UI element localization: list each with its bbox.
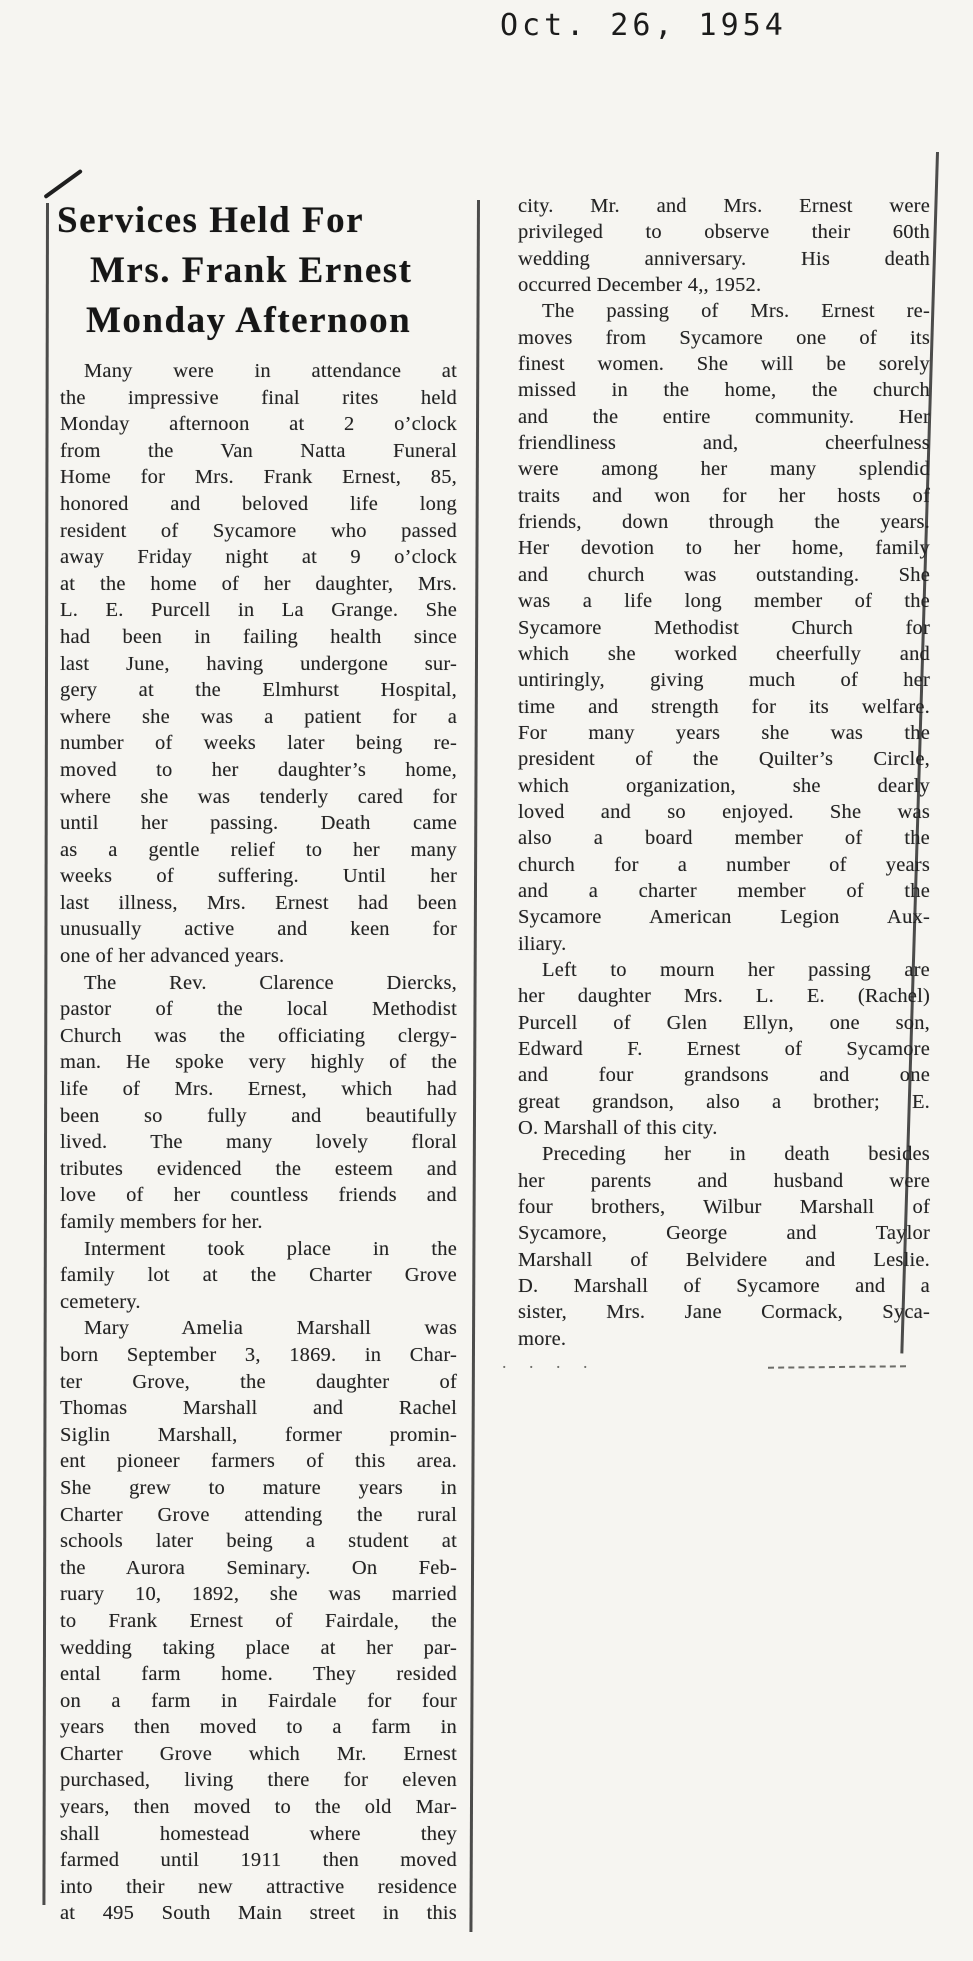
text-line: missed in the home, the church	[518, 379, 930, 402]
paragraph	[518, 298, 930, 957]
page-date: Oct. 26, 1954	[500, 8, 787, 43]
text-line: wedding taking place at her par-	[60, 1636, 457, 1659]
text-line: L. E. Purcell in La Grange. She	[60, 599, 457, 622]
text-line: and four grandsons and one	[518, 1064, 930, 1087]
text-line: until her passing. Death came	[60, 812, 457, 835]
text-line: and church was outstanding. She	[518, 563, 930, 586]
text-line: away Friday night at 9 o’clock	[60, 546, 457, 569]
text-line: Sycamore American Legion Aux-	[518, 906, 930, 929]
text-line: gery at the Elmhurst Hospital,	[60, 679, 457, 702]
text-line: Home for Mrs. Frank Ernest, 85,	[60, 466, 457, 489]
text-line: tributes evidenced the esteem and	[60, 1157, 457, 1180]
paragraph	[518, 957, 930, 1141]
article-headline	[57, 196, 467, 346]
text-line: Siglin Marshall, former promin-	[60, 1423, 457, 1446]
text-line: Marshall of Belvidere and Leslie.	[518, 1248, 930, 1271]
text-line: great grandson, also a brother; E.	[518, 1090, 930, 1113]
text-line: her daughter Mrs. L. E. (Rachel)	[518, 985, 930, 1008]
text-line: city. Mr. and Mrs. Ernest were	[518, 195, 930, 217]
pen-slash-mark	[43, 169, 82, 199]
text-line: which she worked cheerfully and	[518, 642, 930, 665]
text-line: finest women. She will be sorely	[518, 353, 930, 376]
scan-end-marks: . . . .	[502, 1352, 597, 1372]
text-line: four brothers, Wilbur Marshall of	[518, 1196, 930, 1219]
paragraph	[60, 358, 457, 970]
text-line: The passing of Mrs. Ernest re-	[542, 300, 930, 323]
text-line: life of Mrs. Ernest, which had	[60, 1078, 457, 1101]
text-line: sister, Mrs. Jane Cormack, Syca-	[518, 1301, 930, 1324]
column-divider-rule	[469, 200, 479, 1932]
text-line: Church was the officiating clergy-	[60, 1024, 457, 1047]
text-line: as a gentle relief to her many	[60, 838, 457, 861]
text-line: iliary.	[518, 932, 567, 955]
text-line: privileged to observe their 60th	[518, 221, 930, 244]
text-line: occurred December 4,, 1952.	[518, 274, 762, 297]
text-line: shall homestead where they	[60, 1822, 457, 1845]
paragraph	[60, 970, 457, 1236]
paragraph	[60, 1315, 457, 1927]
text-line: church for a number of years	[518, 853, 930, 876]
text-line: farmed until 1911 then moved	[60, 1849, 457, 1872]
text-line: last illness, Mrs. Ernest had been	[60, 891, 457, 914]
text-line: Sycamore Methodist Church for	[518, 616, 930, 639]
text-line: been so fully and beautifully	[60, 1104, 457, 1127]
text-line: purchased, living there for eleven	[60, 1769, 457, 1792]
text-line: She grew to mature years in	[60, 1476, 457, 1499]
text-line: and a charter member of the	[518, 879, 930, 902]
text-line: at 495 South Main street in this	[60, 1902, 457, 1925]
headline-line-2: Mrs. Frank Ernest	[90, 250, 413, 291]
text-line: more.	[518, 1327, 567, 1350]
text-line: from the Van Natta Funeral	[60, 439, 457, 462]
text-line: to Frank Ernest of Fairdale, the	[60, 1609, 457, 1632]
left-edge-rule	[42, 203, 48, 1905]
text-line: For many years she was the	[518, 721, 930, 744]
text-line: wedding anniversary. His death	[518, 247, 930, 270]
text-line: D. Marshall of Sycamore and a	[518, 1275, 930, 1298]
text-line: had been in failing health since	[60, 625, 457, 648]
text-line: which organization, she dearly	[518, 774, 930, 797]
text-line: unusually active and keen for	[60, 918, 457, 941]
text-line: one of her advanced years.	[60, 945, 285, 968]
text-line: The Rev. Clarence Diercks,	[84, 971, 457, 994]
text-line: traits and won for her hosts of	[518, 484, 930, 507]
text-line: her parents and husband were	[518, 1169, 930, 1192]
text-line: pastor of the local Methodist	[60, 998, 457, 1021]
text-line: born September 3, 1869. in Char-	[60, 1343, 457, 1366]
text-line: last June, having undergone sur-	[60, 652, 457, 675]
text-line: Interment took place in the	[84, 1237, 457, 1260]
text-line: ent pioneer farmers of this area.	[60, 1450, 457, 1473]
text-line: also a board member of the	[518, 827, 930, 850]
text-line: on a farm in Fairdale for four	[60, 1689, 457, 1712]
headline-line-3: Monday Afternoon	[86, 300, 412, 341]
text-line: moves from Sycamore one of its	[518, 326, 930, 349]
text-line: president of the Quilter’s Circle,	[518, 748, 930, 771]
text-line: and the entire community. Her	[518, 405, 930, 428]
text-line: weeks of suffering. Until her	[60, 865, 457, 888]
text-line: Thomas Marshall and Rachel	[60, 1397, 457, 1420]
text-line: Purcell of Glen Ellyn, one son,	[518, 1011, 930, 1034]
text-line: was a life long member of the	[518, 590, 930, 613]
text-line: years then moved to a farm in	[60, 1716, 457, 1739]
text-line: O. Marshall of this city.	[518, 1117, 718, 1140]
text-line: Preceding her in death besides	[542, 1143, 930, 1166]
text-line: love of her countless friends and	[60, 1184, 457, 1207]
text-line: friends, down through the years.	[518, 511, 930, 534]
text-line: loved and so enjoyed. She was	[518, 800, 930, 823]
text-line: man. He spoke very highly of the	[60, 1051, 457, 1074]
text-line: moved to her daughter’s home,	[60, 758, 457, 781]
text-line: Edward F. Ernest of Sycamore	[518, 1038, 930, 1060]
text-line: into their new attractive residence	[60, 1875, 457, 1898]
text-line: Charter Grove attending the rural	[60, 1503, 457, 1526]
paragraph	[60, 1236, 457, 1316]
text-line: schools later being a student at	[60, 1530, 457, 1553]
text-line: where she was tenderly cared for	[60, 785, 457, 808]
end-dash-line	[768, 1365, 906, 1368]
text-line: where she was a patient for a	[60, 705, 457, 728]
paragraph	[518, 193, 930, 298]
text-line: ter Grove, the daughter of	[60, 1370, 457, 1393]
text-line: Mary Amelia Marshall was	[84, 1317, 457, 1340]
text-line: Sycamore, George and Taylor	[518, 1222, 930, 1245]
text-line: the Aurora Seminary. On Feb-	[60, 1556, 457, 1579]
text-line: number of weeks later being re-	[60, 732, 457, 755]
text-line: family members for her.	[60, 1211, 263, 1233]
text-line: resident of Sycamore who passed	[60, 519, 457, 542]
text-line: were among her many splendid	[518, 458, 930, 481]
paragraph	[518, 1141, 930, 1352]
text-line: cemetery.	[60, 1290, 141, 1313]
text-line: lived. The many lovely floral	[60, 1131, 457, 1154]
text-line: untiringly, giving much of her	[518, 669, 930, 692]
headline-line-1: Services Held For	[57, 200, 365, 241]
text-line: family lot at the Charter Grove	[60, 1264, 457, 1287]
text-line: years, then moved to the old Mar-	[60, 1796, 457, 1819]
text-line: the impressive final rites held	[60, 386, 457, 409]
text-line: ental farm home. They resided	[60, 1663, 457, 1686]
text-line: Left to mourn her passing are	[542, 958, 930, 981]
right-column	[518, 193, 930, 1352]
text-line: Monday afternoon at 2 o’clock	[60, 413, 457, 436]
text-line: ruary 10, 1892, she was married	[60, 1583, 457, 1606]
left-column	[60, 358, 457, 1927]
text-line: at the home of her daughter, Mrs.	[60, 572, 457, 595]
text-line: honored and beloved life long	[60, 492, 457, 515]
text-line: Her devotion to her home, family	[518, 537, 930, 560]
text-line: Charter Grove which Mr. Ernest	[60, 1742, 457, 1765]
text-line: friendliness and, cheerfulness	[518, 432, 930, 455]
text-line: Many were in attendance at	[84, 360, 457, 382]
text-line: time and strength for its welfare.	[518, 695, 930, 718]
